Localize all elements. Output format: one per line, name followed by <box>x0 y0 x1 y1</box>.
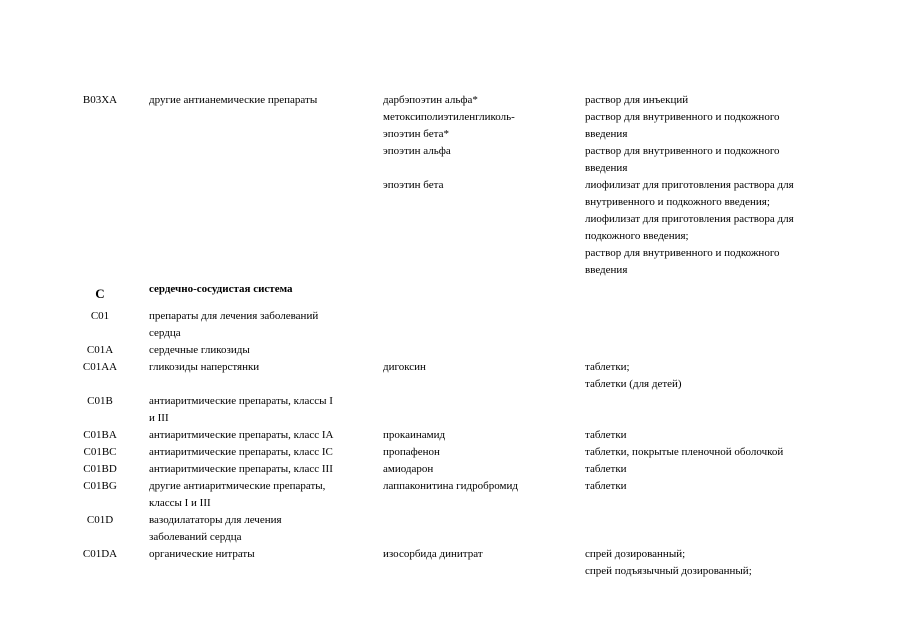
dosage-form: лиофилизат для приготовления раствора для <box>585 179 794 191</box>
dosage-form: таблетки <box>585 463 627 475</box>
group-name <box>149 359 374 376</box>
dosage-form: таблетки <box>585 429 627 441</box>
drug-names <box>383 444 578 461</box>
group-name-line: и III <box>149 412 169 424</box>
group-name-line: антиаритмические препараты, классы I <box>149 395 333 407</box>
group-name-line: сердца <box>149 327 181 339</box>
group-name <box>149 308 374 342</box>
dosage-forms <box>585 478 850 495</box>
group-name <box>149 461 374 478</box>
drug-name: изосорбида динитрат <box>383 548 483 560</box>
dosage-forms <box>585 546 850 580</box>
drug-name: дарбэпоэтин альфа* <box>383 94 478 106</box>
dosage-form: спрей подъязычный дозированный; <box>585 565 752 577</box>
group-name-line: другие антианемические препараты <box>149 94 318 106</box>
group-name <box>149 281 374 298</box>
group-name-line: антиаритмические препараты, класс IC <box>149 446 333 458</box>
group-name <box>149 92 374 109</box>
group-name <box>149 427 374 444</box>
group-name-line: препараты для лечения заболеваний <box>149 310 319 322</box>
atc-code: C01BG <box>83 480 117 492</box>
group-name <box>149 444 374 461</box>
dosage-forms <box>585 444 850 461</box>
group-name-line: заболеваний сердца <box>149 531 242 543</box>
group-name-line: классы I и III <box>149 497 211 509</box>
dosage-form: введения <box>585 162 628 174</box>
atc-code: C01BC <box>83 446 117 458</box>
group-name-line: антиаритмические препараты, класс III <box>149 463 333 475</box>
dosage-forms <box>585 359 850 393</box>
group-name-line: органические нитраты <box>149 548 255 560</box>
drug-name: прокаинамид <box>383 429 446 441</box>
dosage-form: спрей дозированный; <box>585 548 686 560</box>
atc-code: C01AA <box>82 361 118 373</box>
drug-name-spacer <box>383 160 578 177</box>
drug-name: амиодарон <box>383 463 434 475</box>
dosage-form: раствор для внутривенного и подкожного <box>585 145 780 157</box>
dosage-form: внутривенного и подкожного введения; <box>585 196 770 208</box>
group-name <box>149 342 374 359</box>
dosage-forms <box>585 92 850 279</box>
atc-code: B03XA <box>82 94 118 106</box>
drug-name: эпоэтин бета <box>383 179 444 191</box>
atc-code: C01BD <box>83 463 117 475</box>
group-name-line: антиаритмические препараты, класс IA <box>149 429 334 441</box>
drug-name: лаппаконитина гидробромид <box>383 480 518 492</box>
drug-names <box>383 546 578 563</box>
dosage-form: таблетки (для детей) <box>585 378 682 390</box>
drug-name: метоксиполиэтиленгликоль- <box>383 111 515 123</box>
drug-names <box>383 461 578 478</box>
group-name-line: другие антиаритмические препараты, <box>149 480 326 492</box>
drug-name: пропафенон <box>383 446 440 458</box>
drug-name: эпоэтин бета* <box>383 128 449 140</box>
dosage-form: раствор для инъекций <box>585 94 689 106</box>
drug-name: дигоксин <box>383 361 426 373</box>
group-name <box>149 393 374 427</box>
group-name <box>149 512 374 546</box>
drug-name: эпоэтин альфа <box>383 145 451 157</box>
dosage-form: таблетки, покрытые пленочной оболочкой <box>585 446 784 458</box>
atc-code: C01DA <box>82 548 118 560</box>
atc-code: C01B <box>87 395 113 407</box>
atc-code: C01D <box>86 514 114 526</box>
dosage-forms <box>585 427 850 444</box>
atc-code: C01 <box>90 310 110 322</box>
group-name <box>149 546 374 563</box>
atc-code: C01A <box>86 344 114 356</box>
drug-names <box>383 427 578 444</box>
drug-names <box>383 359 578 376</box>
dosage-form: раствор для внутривенного и подкожного <box>585 111 780 123</box>
dosage-form: введения <box>585 128 628 140</box>
dosage-form: раствор для внутривенного и подкожного <box>585 247 780 259</box>
dosage-form: таблетки <box>585 480 627 492</box>
group-name-line: гликозиды наперстянки <box>149 361 260 373</box>
drug-names <box>383 92 578 194</box>
dosage-form: подкожного введения; <box>585 230 689 242</box>
group-name-line: сердечно-сосудистая система <box>149 283 293 295</box>
dosage-form: введения <box>585 264 628 276</box>
atc-code: C01BA <box>83 429 117 441</box>
atc-code: C <box>95 286 105 301</box>
group-name-line: вазодилататоры для лечения <box>149 514 282 526</box>
dosage-forms <box>585 461 850 478</box>
dosage-form: таблетки; <box>585 361 630 373</box>
group-name <box>149 478 374 512</box>
dosage-form: лиофилизат для приготовления раствора для <box>585 213 794 225</box>
drug-names <box>383 478 578 495</box>
group-name-line: сердечные гликозиды <box>149 344 250 356</box>
